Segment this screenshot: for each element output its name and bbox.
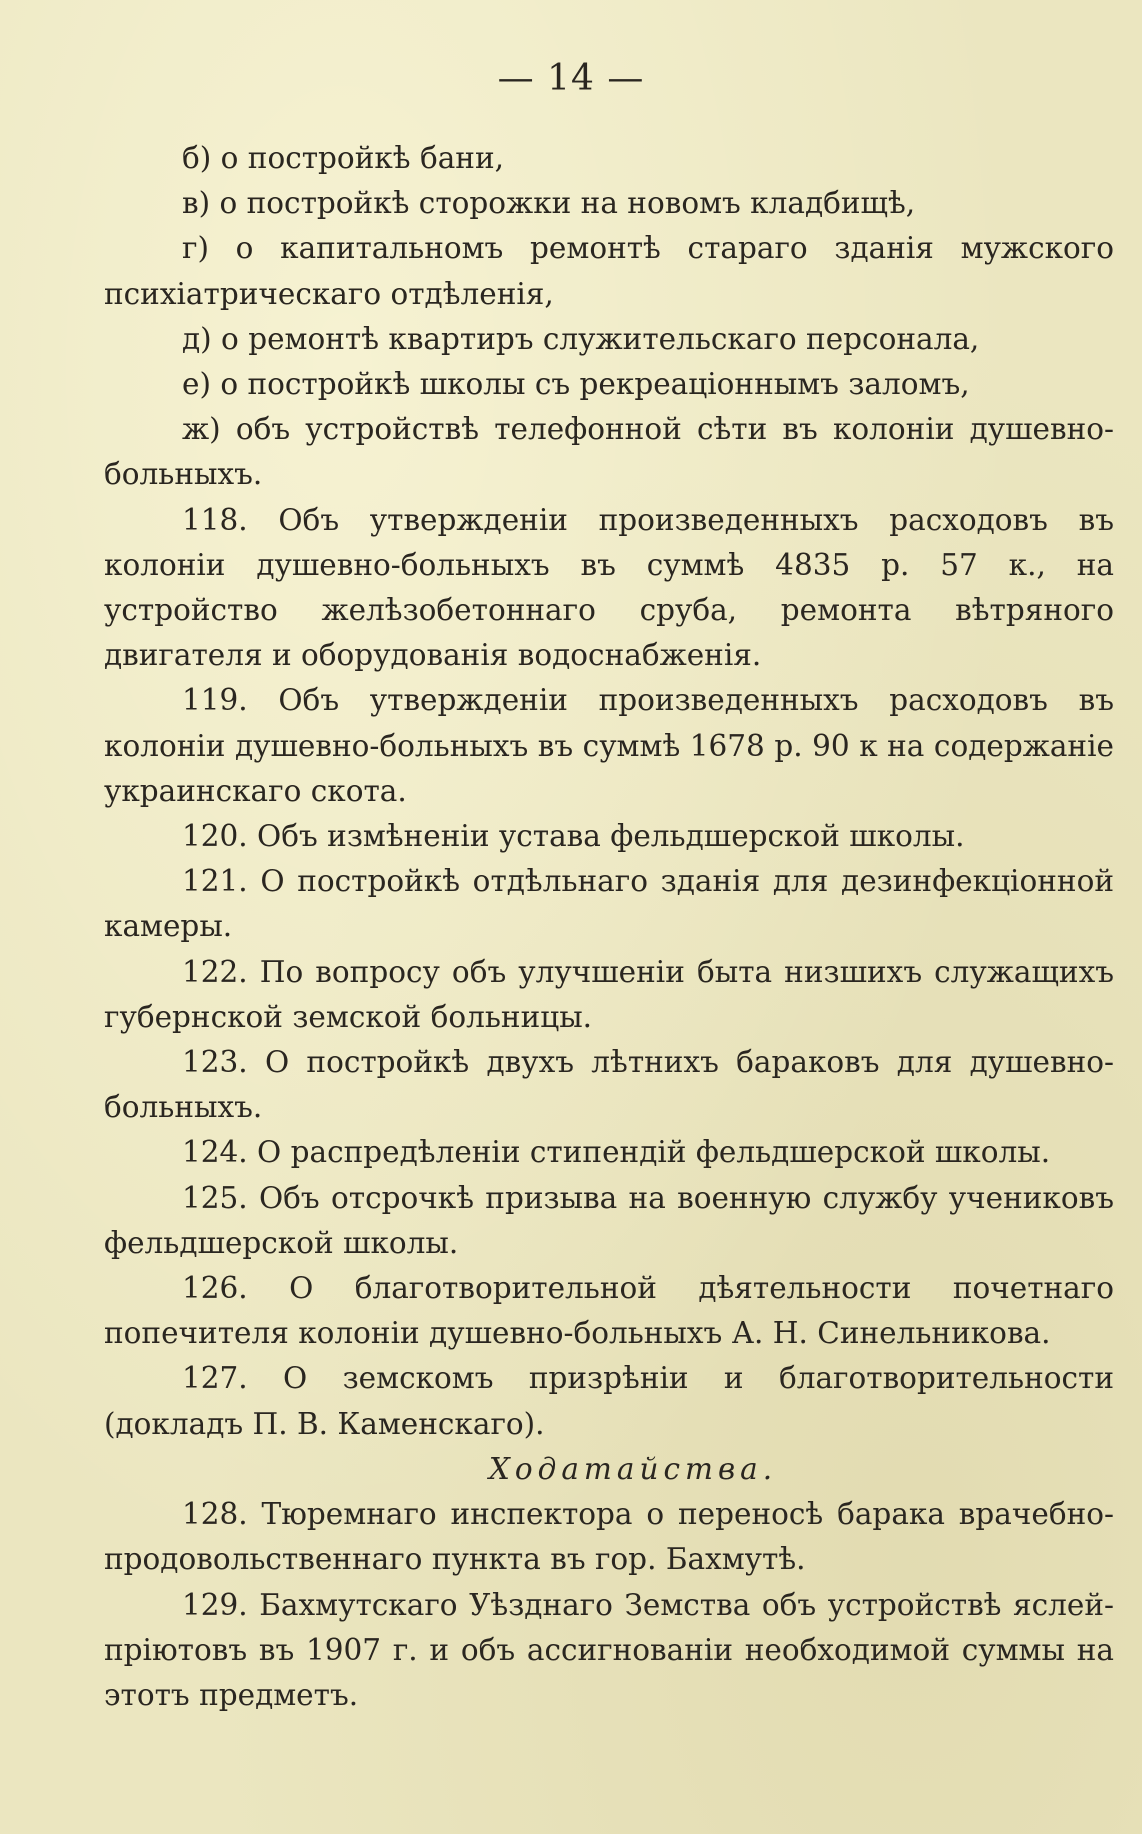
paragraph-128: 128. Тюремнаго инспектора о переносѣ барака врачебно-продовольственнаго пункта въ гор. Бахмутѣ.: [104, 1497, 1114, 1577]
paragraph-b: б) о постройкѣ бани,: [182, 141, 505, 175]
paragraph-zh: ж) объ устройствѣ телефонной сѣти въ колоніи душевно-больныхъ.: [104, 412, 1114, 492]
paragraph-d: д) о ремонтѣ квартиръ служительскаго персонала,: [182, 321, 980, 356]
paragraph-v: в) о постройкѣ сторожки на новомъ кладбищѣ,: [182, 186, 916, 221]
body-text: [104, 136, 1114, 1718]
paragraph-123: 123. О постройкѣ двухъ лѣтнихъ бараковъ для душевно-больныхъ.: [104, 1045, 1114, 1125]
page-number: — 14 —: [497, 58, 645, 99]
paragraph-126: 126. О благотворительной дѣятельности почетнаго попечителя колоніи душевно-больныхъ А. Н. Синельникова.: [104, 1271, 1114, 1351]
paragraph-120: 120. Объ измѣненіи устава фельдшерской школы.: [182, 819, 965, 854]
section-heading: Ходатайства.: [488, 1451, 778, 1486]
paragraph-125: 125. Объ отсрочкѣ призыва на военную службу учениковъ фельдшерской школы.: [104, 1180, 1114, 1260]
paragraph-129: 129. Бахмутскаго Уѣзднаго Земства объ устройствѣ яслей-пріютовъ въ 1907 г. и объ ассигнованіи необходимой суммы на этотъ предметъ.: [104, 1587, 1114, 1712]
paragraph-121: 121. О постройкѣ отдѣльнаго зданія для дезинфекціонной камеры.: [104, 864, 1114, 944]
paragraph-124: 124. О распредѣленіи стипендій фельдшерской школы.: [182, 1135, 1051, 1170]
paragraph-e: е) о постройкѣ школы съ рекреаціоннымъ заломъ,: [182, 367, 970, 402]
paragraph-118: 118. Объ утвержденіи произведенныхъ расходовъ въ колоніи душевно-больныхъ въ суммѣ 4835 р. 57 к., на устройство желѣзобетоннаго сруба, ремонта вѣтряного двигателя и оборудованія водоснабженія.: [104, 502, 1114, 673]
paragraph-122: 122. По вопросу объ улучшеніи быта низшихъ служащихъ губернской земской больницы.: [104, 954, 1114, 1034]
paragraph-g: г) о капитальномъ ремонтѣ стараго зданія мужского психіатрическаго отдѣленія,: [104, 231, 1114, 311]
paragraph-127: 127. О земскомъ призрѣніи и благотворительности (докладъ П. В. Каменскаго).: [104, 1361, 1114, 1441]
paragraph-119: 119. Объ утвержденіи произведенныхъ расходовъ въ колоніи душевно-больныхъ въ суммѣ 1678 р. 90 к на содержаніе украинскаго скота.: [104, 683, 1114, 808]
